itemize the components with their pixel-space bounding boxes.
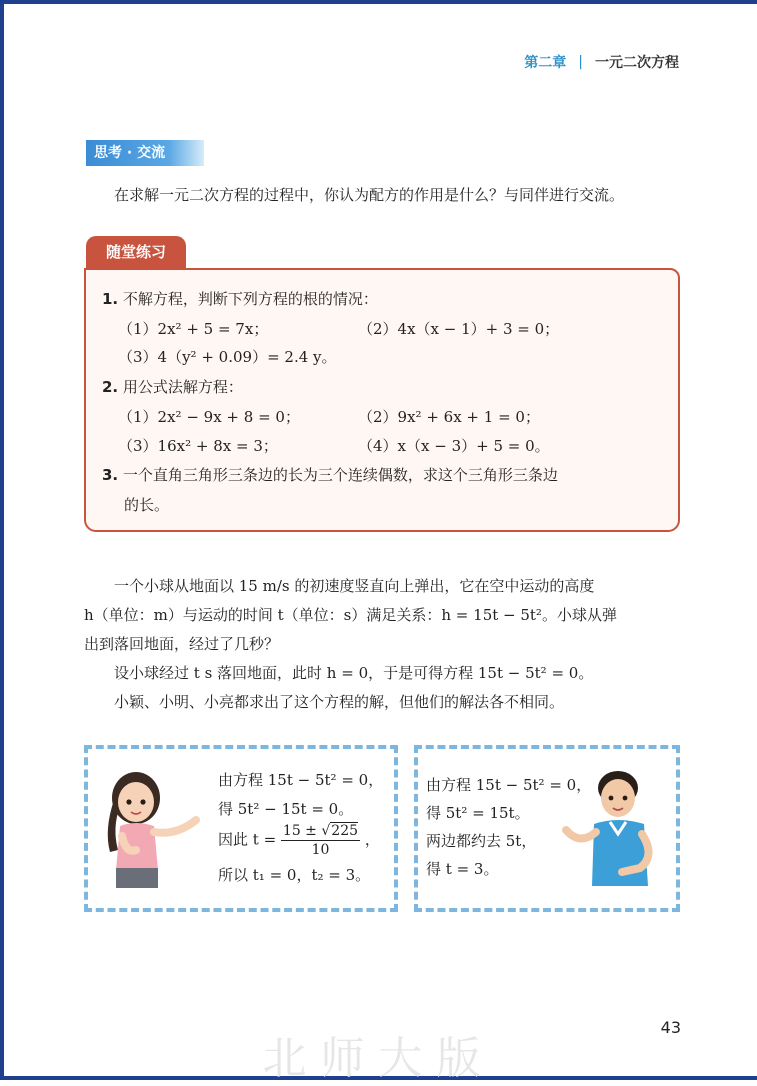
q1-item-2: （2）4x（x − 1）+ 3 = 0； (358, 320, 560, 338)
sqrt-radicand: 225 (331, 823, 359, 839)
body-paragraph-2: 设小球经过 t s 落回地面，此时 h = 0，于是可得方程 15t − 5t² = 0。 (114, 664, 594, 682)
q2-item-3: （3）16x² + 8x = 3； (118, 437, 278, 455)
think-text: 在求解一元二次方程的过程中，你认为配方的作用是什么？与同伴进行交流。 (114, 186, 625, 204)
girl-illustration-icon (96, 770, 206, 892)
numerator-prefix: 15 ± (282, 823, 317, 839)
page-border-top (0, 0, 757, 4)
page-number: 43 (660, 1018, 681, 1037)
header-separator: | (578, 54, 583, 70)
question-2-text: 用公式法解方程： (122, 378, 243, 396)
question-2 (102, 376, 243, 398)
question-2-number: 2. (102, 378, 119, 396)
fraction-denominator: 10 (311, 842, 330, 858)
sol1-line3-comma: ， (364, 830, 380, 849)
question-3-text: 一个直角三角形三条边的长为三个连续偶数，求这个三角形三条边 (122, 466, 558, 484)
question-3-number: 3. (102, 466, 119, 484)
quadratic-fraction (281, 822, 360, 859)
body-paragraph-1 (84, 572, 684, 659)
publisher-watermark: 北师大版 (262, 1033, 495, 1084)
sol1-line-1: 由方程 15t − 5t² = 0， (218, 771, 384, 789)
question-1 (102, 288, 378, 310)
question-3-continued: 的长。 (124, 496, 170, 514)
sol2-line-4: 得 t = 3。 (426, 860, 499, 878)
practice-box (84, 268, 680, 532)
running-header (524, 52, 679, 72)
think-discuss-tab: 思考 · 交流 (86, 140, 204, 166)
body-p1-line1: 一个小球从地面以 15 m/s 的初速度竖直向上弹出，它在空中运动的高度 (114, 577, 595, 595)
sol2-line-2: 得 5t² = 15t。 (426, 804, 530, 822)
body-p1-line2: h（单位：m）与运动的时间 t（单位：s）满足关系：h = 15t − 5t²。小球从弹 (84, 606, 617, 624)
practice-tab: 随堂练习 (86, 236, 186, 268)
q2-item-2: （2）9x² + 6x + 1 = 0； (358, 408, 540, 426)
q2-item-1: （1）2x² − 9x + 8 = 0； (118, 408, 300, 426)
question-1-number: 1. (102, 290, 119, 308)
fraction-numerator: 15 ± √225 (282, 823, 359, 839)
q1-item-3: （3）4（y² + 0.09）= 2.4 y。 (118, 348, 337, 366)
body-paragraph-3: 小颖、小明、小亮都求出了这个方程的解，但他们的解法各不相同。 (114, 693, 565, 711)
boy-illustration-icon (560, 768, 668, 892)
question-1-text: 不解方程，判断下列方程的根的情况： (122, 290, 378, 308)
page-border-left (0, 0, 4, 1080)
sol1-line-2: 得 5t² − 15t = 0。 (218, 800, 354, 818)
sol1-line-4: 所以 t₁ = 0，t₂ = 3。 (218, 866, 371, 884)
sol1-t-equals: 因此 t = (218, 830, 277, 849)
sol2-line-1: 由方程 15t − 5t² = 0， (426, 776, 592, 794)
body-p1-line3: 出到落回地面，经过了几秒？ (84, 635, 280, 653)
sol2-line-3: 两边都约去 5t， (426, 832, 537, 850)
sol1-line-3 (218, 822, 380, 859)
chapter-title: 一元二次方程 (595, 55, 679, 71)
chapter-label: 第二章 (524, 55, 567, 71)
q2-item-4: （4）x（x − 3）+ 5 = 0。 (358, 437, 550, 455)
q1-item-1: （1）2x² + 5 = 7x； (118, 320, 269, 338)
question-3 (102, 464, 558, 486)
